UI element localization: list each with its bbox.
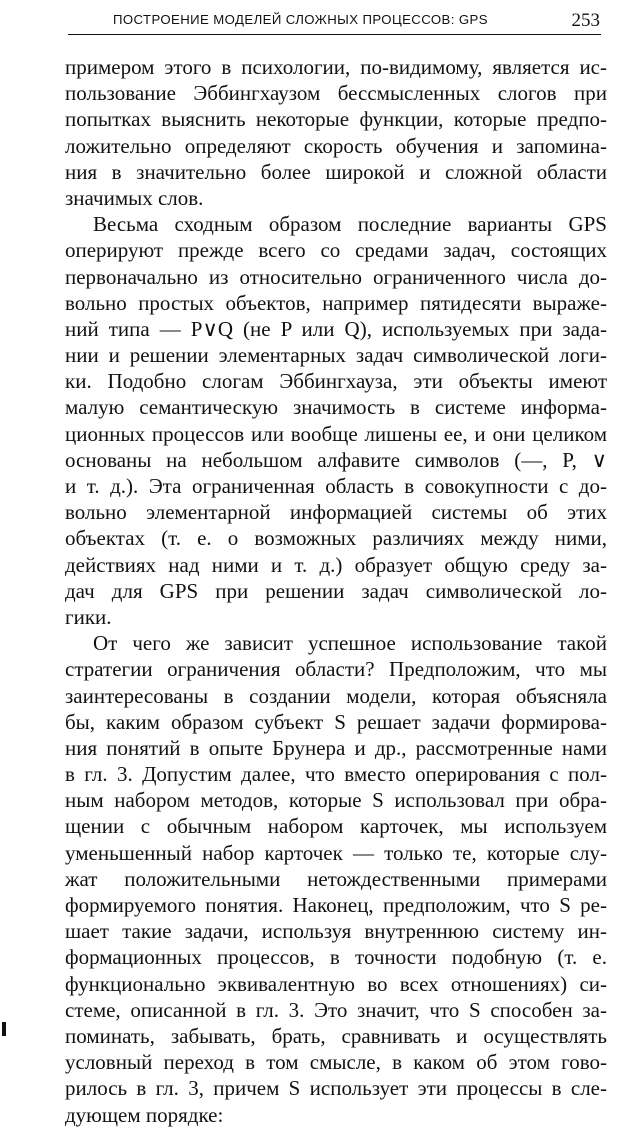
text-line: ложительно определяют скорость обучения и запомина-: [65, 133, 607, 158]
text-line: дующем порядке:: [65, 1102, 224, 1127]
text-line: ния в значительно более широкой и сложной области: [65, 159, 607, 184]
text-line: пользование Эббингхаузом бессмысленных слогов при: [65, 81, 607, 106]
text-line: значимых слов.: [65, 185, 204, 210]
text-line: в гл. 3. Допустим далее, что вместо оперирования с пол-: [65, 762, 607, 787]
text-line: гики.: [65, 604, 112, 629]
text-line: действиях над ними и т. д.) образует общую среду за-: [65, 552, 607, 577]
page-number: 253: [571, 10, 600, 31]
text-line: Весьма сходным образом последние варианты GPS: [93, 212, 607, 237]
text-line: рилось в гл. 3, причем S использует эти процессы в сле-: [65, 1076, 607, 1101]
text-line: формационных процессов, в точности подобную (т. е.: [65, 945, 607, 970]
scan-mark: [2, 1022, 6, 1036]
text-line: нии и решении элементарных задач символической логи-: [65, 343, 607, 368]
text-line: вольно элементарной информацией системы об этих: [65, 500, 607, 525]
text-line: жат положительными нетождественными примерами: [65, 866, 607, 891]
text-line: заинтересованы в создании модели, которая объясняла: [65, 683, 607, 708]
text-line: основаны на небольшом алфавите символов (—, P, ∨: [65, 447, 607, 472]
text-line: стеме, описанной в гл. 3. Это значит, что S способен за-: [65, 997, 607, 1022]
text-line: ным набором методов, которые S использовал при обра-: [65, 788, 607, 813]
text-line: бы, каким образом субъект S решает задачи формирова-: [65, 709, 607, 734]
text-line: ки. Подобно слогам Эббингхауза, эти объекты имеют: [65, 369, 607, 394]
text-line: От чего же зависит успешное использование такой: [93, 631, 607, 656]
header-rule: [68, 34, 601, 35]
text-line: и т. д.). Эта ограниченная область в совокупности с до-: [65, 474, 607, 498]
text-line: дач для GPS при решении задач символической ло-: [65, 578, 607, 603]
text-line: объектах (т. е. о возможных различиях между ними,: [65, 526, 607, 551]
text-line: ционных процессов или вообще лишены ее, и они целиком: [65, 421, 607, 446]
text-line: формируемого понятия. Наконец, предположим, что S ре-: [65, 893, 607, 917]
page-header: [60, 8, 600, 34]
text-line: примером этого в психологии, по-видимому, является ис-: [65, 55, 607, 79]
text-line: ния понятий в опыте Брунера и др., рассмотренные нами: [65, 735, 607, 760]
text-line: функционально эквивалентную во всех отношениях) си-: [65, 971, 607, 996]
text-line: вольно простых объектов, например пятидесяти выраже-: [65, 290, 607, 315]
text-line: уменьшенный набор карточек — только те, которые слу-: [65, 840, 607, 865]
text-line: поминать, забывать, брать, сравнивать и осуществлять: [65, 1023, 607, 1048]
text-line: щении с обычным набором карточек, мы используем: [65, 814, 607, 839]
text-line: стратегии ограничения области? Предположим, что мы: [65, 657, 607, 682]
text-line: первоначально из относительно ограниченного числа до-: [65, 264, 607, 289]
text-line: попытках выяснить некоторые функции, которые предпо-: [65, 107, 607, 132]
text-line: ний типа — P∨Q (не P или Q), используемых при зада-: [65, 316, 607, 341]
text-line: условный переход в том смысле, в каком об этом гово-: [65, 1050, 607, 1075]
running-head: ПОСТРОЕНИЕ МОДЕЛЕЙ СЛОЖНЫХ ПРОЦЕССОВ: GPS: [113, 12, 488, 27]
text-line: шает такие задачи, используя внутреннюю систему ин-: [65, 919, 607, 944]
text-line: оперируют прежде всего со средами задач, состоящих: [65, 238, 607, 263]
body-text: [65, 54, 607, 1128]
text-line: малую семантическую значимость в системе информа-: [65, 395, 607, 420]
